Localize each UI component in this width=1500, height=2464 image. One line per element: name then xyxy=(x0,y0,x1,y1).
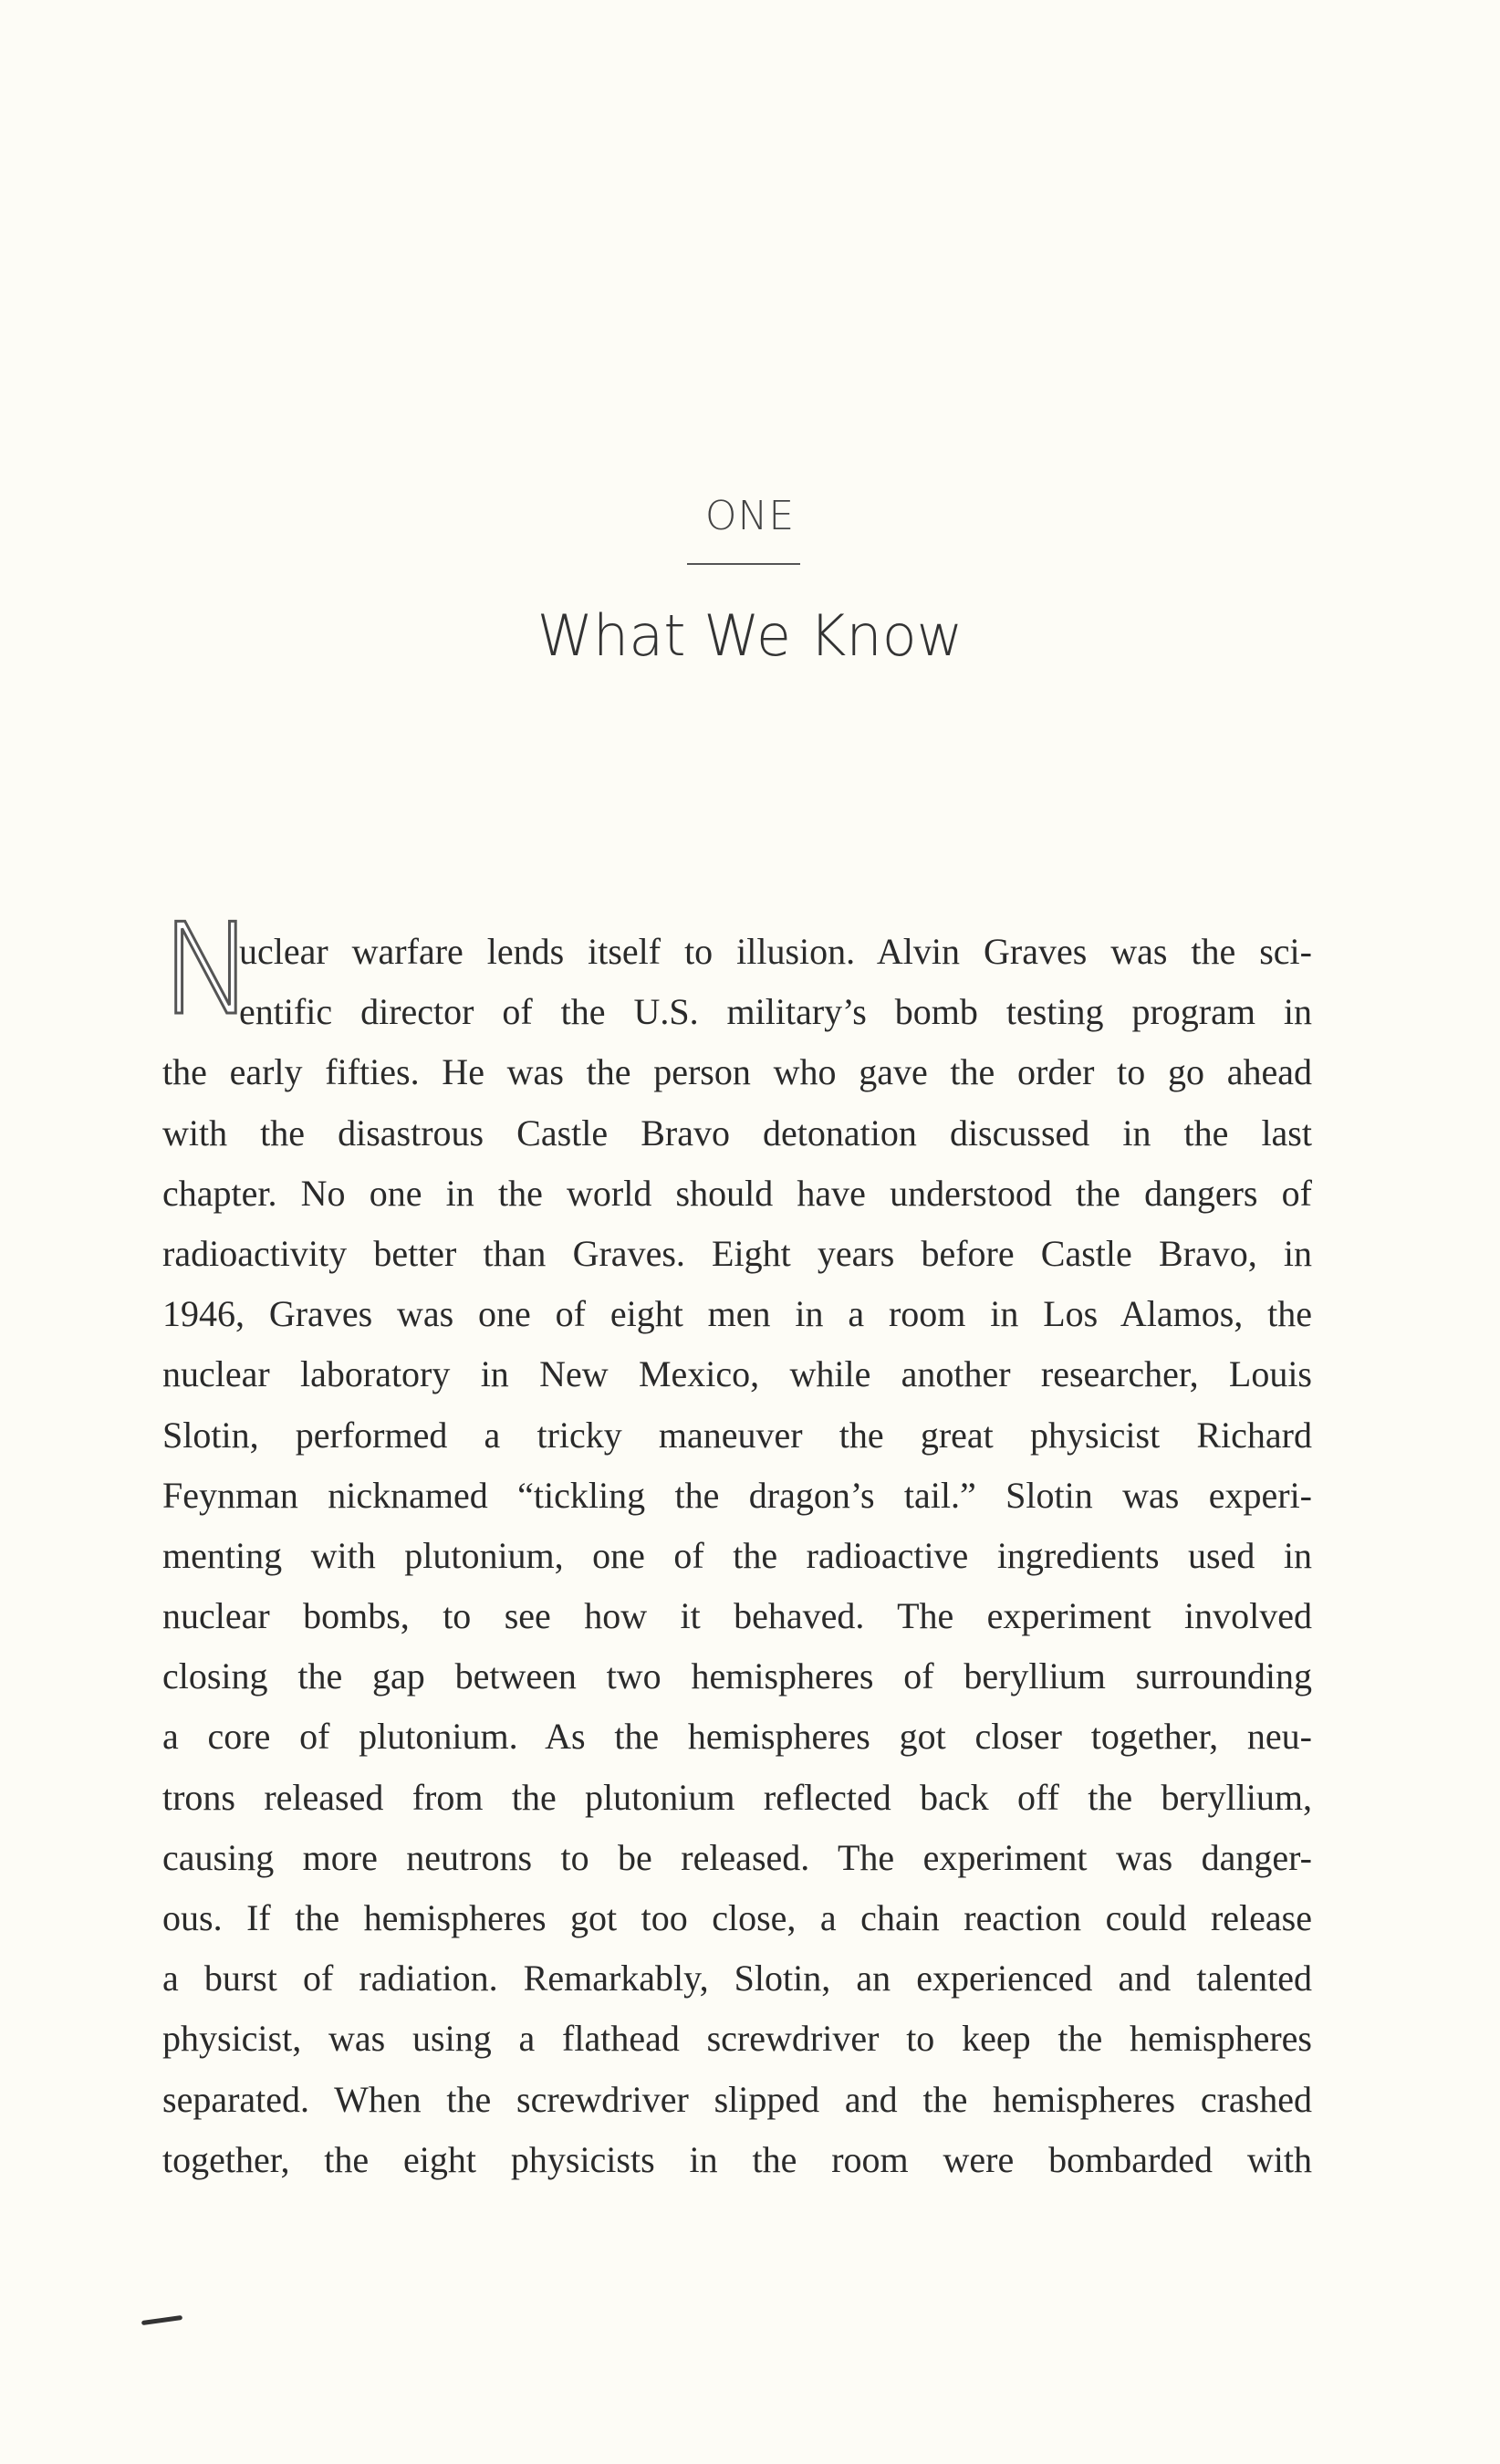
chapter-number: ONE xyxy=(704,493,796,539)
text-line: ous. If the hemispheres got too close, a chain reaction could release xyxy=(162,1897,1312,1938)
text-line: physicist, was using a flathead screwdriver to keep the hemispheres xyxy=(162,2018,1312,2060)
text-line: 1946, Graves was one of eight men in a room in Los Alamos, the xyxy=(162,1293,1312,1335)
text-line: menting with plutonium, one of the radioactive ingredients used in xyxy=(162,1534,1312,1576)
chapter-divider xyxy=(687,563,800,565)
text-line: trons released from the plutonium reflected back off the beryllium, xyxy=(162,1776,1312,1818)
text-line: entific director of the U.S. military’s bomb testing program in xyxy=(239,991,1312,1033)
text-line: causing more neutrons to be released. The experiment was danger- xyxy=(162,1836,1312,1878)
chapter-title: What We Know xyxy=(536,602,964,669)
text-line: uclear warfare lends itself to illusion. Alvin Graves was the sci- xyxy=(239,931,1312,972)
text-line: separated. When the screwdriver slipped and the hemispheres crashed xyxy=(162,2078,1312,2120)
text-line: chapter. No one in the world should have understood the dangers of xyxy=(162,1172,1312,1214)
text-line: nuclear bombs, to see how it behaved. The experiment involved xyxy=(162,1595,1312,1637)
text-line: a burst of radiation. Remarkably, Slotin, an experienced and talented xyxy=(162,1958,1312,1999)
scan-smudge xyxy=(141,2315,182,2325)
text-line: nuclear laboratory in New Mexico, while another researcher, Louis xyxy=(162,1353,1312,1395)
text-line: closing the gap between two hemispheres of beryllium surrounding xyxy=(162,1655,1312,1697)
text-line: Slotin, performed a tricky maneuver the great physicist Richard xyxy=(162,1414,1312,1456)
text-line: radioactivity better than Graves. Eight years before Castle Bravo, in xyxy=(162,1232,1312,1274)
drop-cap: N xyxy=(161,896,255,1043)
text-line: the early fifties. He was the person who gave the order to go ahead xyxy=(162,1051,1312,1093)
text-line: a core of plutonium. As the hemispheres got closer together, neu- xyxy=(162,1716,1312,1758)
text-line: Feynman nicknamed “tickling the dragon’s tail.” Slotin was experi- xyxy=(162,1474,1312,1516)
text-line: with the disastrous Castle Bravo detonation discussed in the last xyxy=(162,1112,1312,1154)
body-text xyxy=(161,896,1312,2190)
text-line: together, the eight physicists in the room were bombarded with xyxy=(162,2138,1312,2180)
